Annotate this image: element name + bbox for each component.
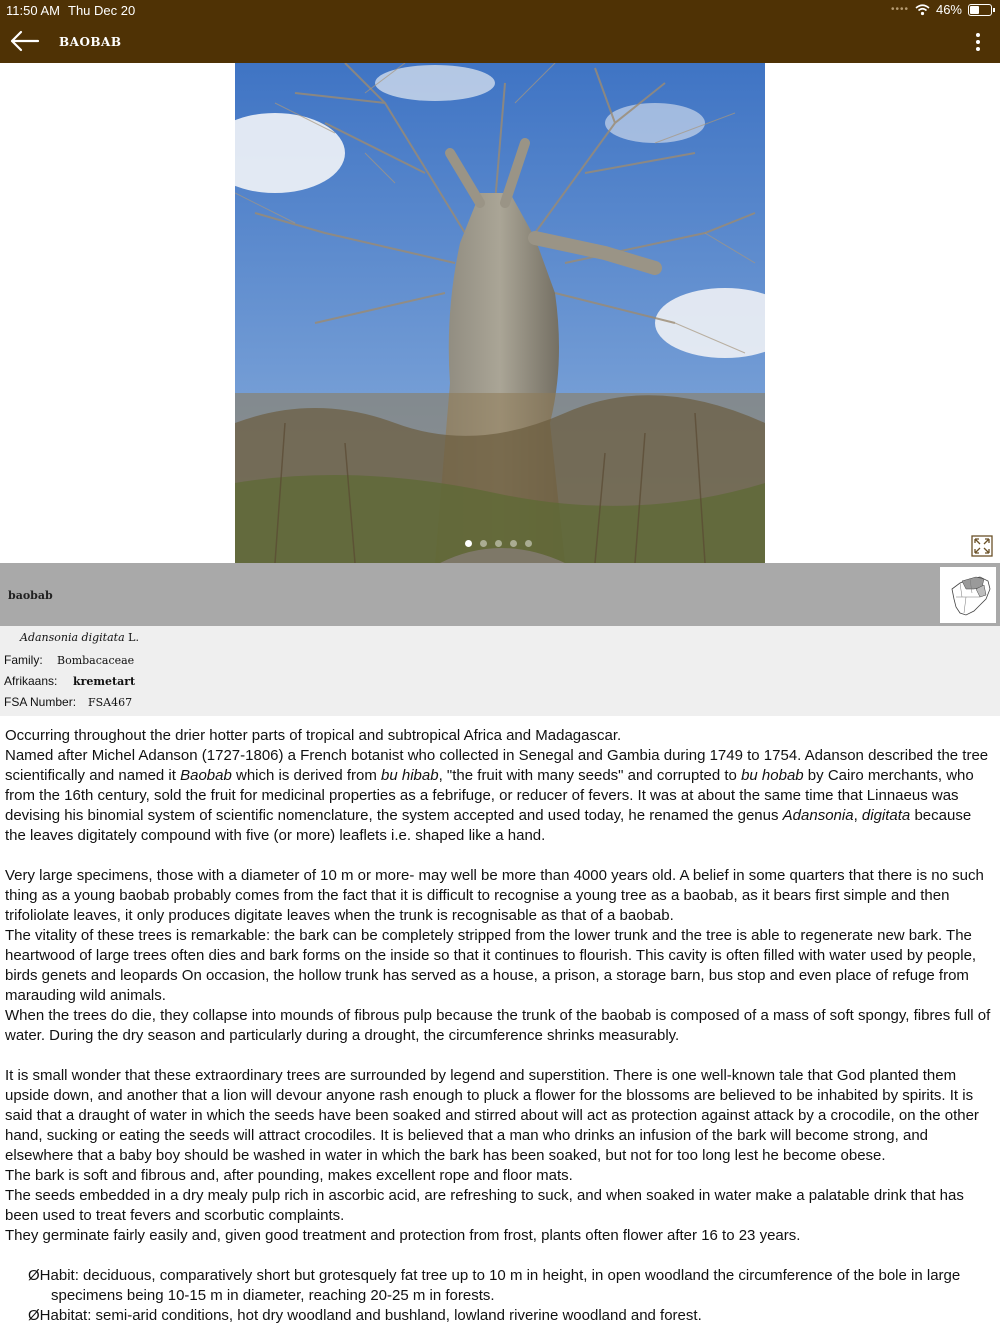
status-right — [891, 2, 992, 17]
description — [5, 726, 995, 1326]
expand-image-button[interactable] — [971, 535, 993, 557]
family-value: Bombacaceae — [57, 654, 135, 667]
carousel-dot[interactable] — [525, 540, 532, 547]
more-menu-button[interactable] — [970, 28, 986, 56]
baobab-photo[interactable] — [235, 63, 765, 563]
scientific-name-binomial: Adansonia digitata — [20, 631, 125, 644]
signal-dots-icon: •••• — [890, 4, 909, 15]
description-paragraph: The seeds embedded in a dry mealy pulp rich in ascorbic acid, are refreshing to suck, and when soaked in water make a palatable drink that has been used to treat fevers and scorbutic complaints. — [5, 1187, 964, 1224]
image-gallery[interactable] — [0, 63, 1000, 563]
afrikaans-label: Afrikaans: — [4, 674, 58, 688]
description-paragraph: Very large specimens, those with a diameter of 10 m or more- may well be more than 4000 years old. A belief in some quarters that there is no such thing as a young baobab probably comes from the fact that it is difficult to recognise a young tree as a baobab, as it bears first simple and then trifoliolate leaves, it only produces digitate leaves when the trunk is recognisable as that of a baobab. — [5, 867, 984, 924]
common-name: baobab — [8, 589, 53, 602]
status-date: Thu Dec 20 — [68, 3, 136, 18]
fsa-row — [4, 695, 133, 709]
species-info — [0, 626, 1000, 716]
arrow-left-icon — [6, 26, 42, 56]
common-name-bar — [0, 563, 1000, 626]
carousel-dot[interactable] — [465, 540, 472, 547]
description-paragraph: Occurring throughout the drier hotter parts of tropical and subtropical Africa and Madagascar. — [5, 727, 622, 744]
description-paragraph: When the trees do die, they collapse into mounds of fibrous pulp because the trunk of the baobab is composed of a mass of soft spongy, fibres full of water. During the dry season and particularly during a drought, the circumference shrinks measurably. — [5, 1007, 991, 1044]
battery-icon — [968, 4, 992, 16]
status-bar — [0, 0, 1000, 20]
carousel-dot[interactable] — [480, 540, 487, 547]
habit-bullet: ØHabit: deciduous, comparatively short but grotesquely fat tree up to 10 m in height, in open woodland the circumference of the bole in large specimens being 10-15 m in diameter, reaching 20-25 m in forests. — [28, 1267, 961, 1304]
family-label: Family: — [4, 653, 43, 667]
distribution-map-icon — [940, 567, 996, 623]
more-vertical-icon — [976, 33, 980, 37]
description-paragraph: The vitality of these trees is remarkable: the bark can be completely stripped from the lower trunk and the tree is able to regenerate new bark. The heartwood of large trees often dies and bark forms on the inside so that it continues to flourish. This cavity is often filled with water used by people, birds genets and leopards On occasion, the hollow trunk has served as a house, a prison, a storage barn, bus stop and even place of refuge from marauding wild animals. — [5, 927, 977, 1004]
habitat-bullet: ØHabitat: semi-arid conditions, hot dry woodland and bushland, lowland riverine woodland and forest. — [28, 1307, 702, 1324]
wifi-icon — [915, 4, 930, 16]
afrikaans-value: kremetart — [73, 675, 136, 688]
status-time: 11:50 AM — [6, 3, 60, 18]
scientific-name — [20, 631, 139, 644]
back-button[interactable] — [6, 26, 42, 56]
bullet-marker: Ø — [28, 1267, 40, 1284]
distribution-map-button[interactable] — [940, 567, 996, 623]
description-paragraph: The bark is soft and fibrous and, after pounding, makes excellent rope and floor mats. — [5, 1167, 573, 1184]
carousel-dot[interactable] — [495, 540, 502, 547]
carousel-dot[interactable] — [510, 540, 517, 547]
fsa-label: FSA Number: — [4, 695, 77, 709]
carousel-dots[interactable] — [465, 540, 532, 547]
description-paragraph: They germinate fairly easily and, given good treatment and protection from frost, plants often flower after 16 to 23 years. — [5, 1227, 801, 1244]
bullet-marker: Ø — [28, 1307, 40, 1324]
battery-percent: 46% — [935, 2, 962, 17]
fsa-value: FSA467 — [88, 696, 133, 709]
family-row — [4, 653, 135, 667]
scientific-name-author: L. — [128, 631, 139, 644]
afrikaans-row — [4, 674, 136, 688]
page-title: BAOBAB — [59, 35, 122, 49]
description-paragraph: Named after Michel Adanson (1727-1806) a French botanist who collected in Senegal and Gambia during 1749 to 1754. Adanson described the tree scientifically and named it Baobab which is derived from bu hibab, "the fruit with many seeds" and corrupted to bu hobab by Cairo merchants, who from the 16th century, sold the fruit for medicinal properties as a febrifuge, or reducer of fevers. It was at about the same time that Linnaeus was devising his binomial system of scientific nomenclature, the system accepted and used today, he renamed the genus Adansonia, digitata because the leaves digitately compound with five (or more) leaflets i.e. shaped like a hand. — [5, 747, 989, 844]
description-paragraph: It is small wonder that these extraordinary trees are surrounded by legend and superstition. There is one well-known tale that God planted them upside down, and another that a lion will devour anyone rash enough to pluck a flower for the blossoms are believed to be inhabited by spirits. It is said that a draught of water in which the seeds have been soaked and stirred about will act as protection against attack by a crocodile, on the other hand, sucking or eating the seeds will attract crocodiles. It is believed that a man who drinks an infusion of the bark will become strong, and elsewhere that a baby boy should be washed in water in which the bark has been soaked, but not for too long lest he become obese. — [5, 1067, 979, 1164]
expand-icon — [971, 535, 993, 557]
navigation-bar — [0, 20, 1000, 63]
